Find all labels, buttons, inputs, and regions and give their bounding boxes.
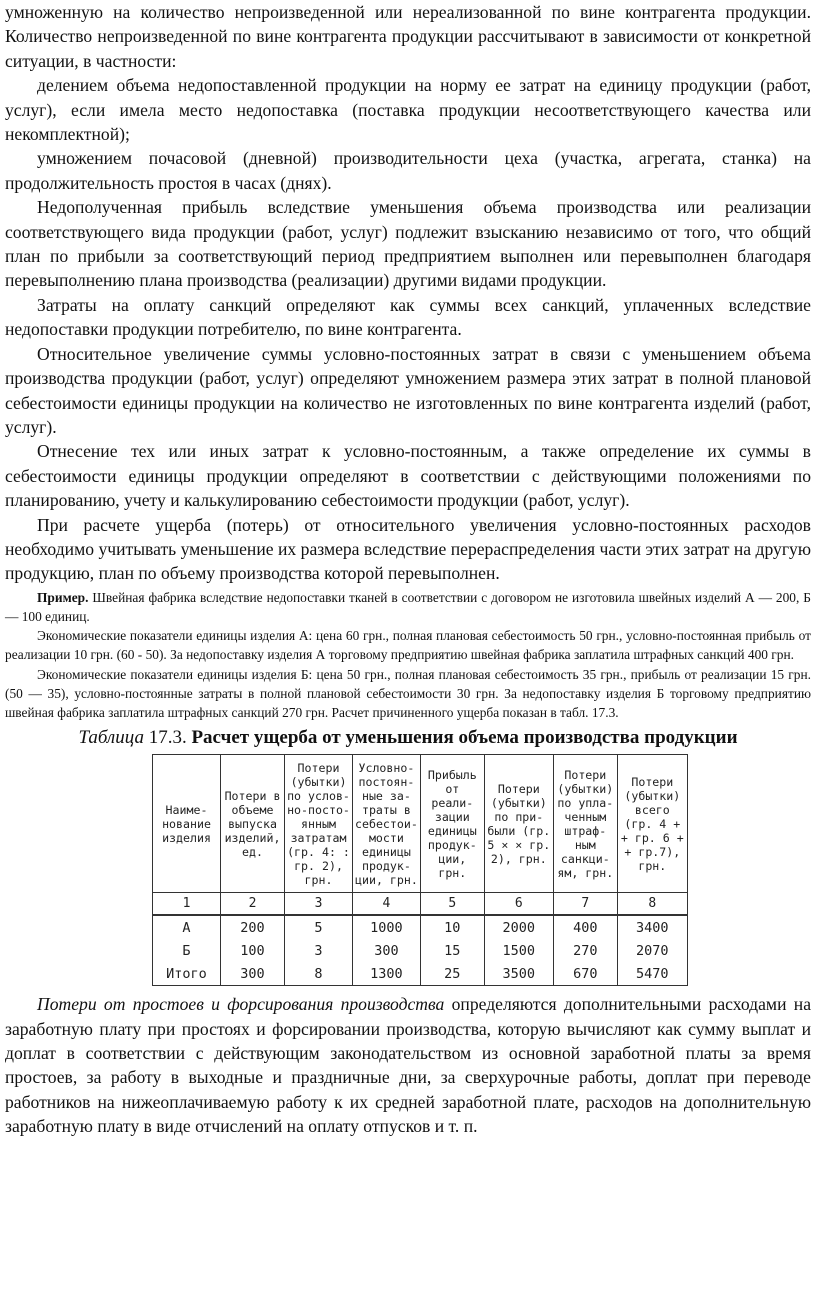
- example-product-a: Экономические показатели единицы изделия А: цена 60 грн., полная плановая себестоимость 50 грн., условно-постоянная прибыль от реализации 10 грн. (60 - 50). За недопоставку изделия А торговому предприятию швейная фабрика заплатила штрафных санкций 400 грн.: [5, 628, 811, 663]
- table-cell: 3500: [484, 962, 553, 986]
- table-cell: 300: [221, 962, 285, 986]
- table-row: [153, 939, 688, 962]
- table-cell: 300: [353, 939, 421, 962]
- table-cell: 100: [221, 939, 285, 962]
- column-number: 7: [553, 893, 617, 916]
- table-cell: 270: [553, 939, 617, 962]
- header-cell: Наиме-нование изделия: [153, 755, 221, 893]
- column-number: 3: [285, 893, 353, 916]
- table-cell: 10: [420, 915, 484, 939]
- column-number: 4: [353, 893, 421, 916]
- caption-title: Расчет ущерба от уменьшения объема производства продукции: [186, 727, 738, 749]
- caption-word: Таблица: [78, 727, 144, 749]
- table-cell: 400: [553, 915, 617, 939]
- table-cell: А: [153, 915, 221, 939]
- table-cell: 25: [420, 962, 484, 986]
- example-label: Пример.: [37, 589, 89, 605]
- example-product-b: Экономические показатели единицы изделия Б: цена 50 грн., полная плановая себестоимость 35 грн., прибыль от реализации 15 грн. (50 — 35), условно-постоянные затраты в полной плановой себестоимости 30 грн. За недопоставку изделия Б торговому предприятию швейная фабрика заплатила штрафных санкций 270 грн. Расчет причиненного ущерба показан в табл. 17.3.: [5, 666, 811, 720]
- table-cell: Итого: [153, 962, 221, 986]
- table-row-total: [153, 962, 688, 986]
- header-cell: Потери (убытки) по при-были (гр. 5 × × гр. 2), грн.: [484, 755, 553, 893]
- table-cell: 3400: [617, 915, 687, 939]
- header-cell: Потери в объеме выпуска изделий, ед.: [221, 755, 285, 893]
- table-header-row: [153, 755, 688, 893]
- column-number: 6: [484, 893, 553, 916]
- downtime-text: определяются дополнительными расходами на заработную плату при простоях и форсировании производства, которую вычисляют как сумму выплат и доплат в соответствии с действующим законодательством из основной заработной платы за время простоев, за работу в выходные и праздничные дни, за сверхурочные работы, доплат при переводе работников на нижеоплачиваемую работу к их средней заработной плате, расходов на дополнительную заработную плату в виде отчислений на оплату отпусков и т. п.: [5, 994, 812, 1137]
- table-cell: 1300: [353, 962, 421, 986]
- table-cell: 3: [285, 939, 353, 962]
- table-caption: [5, 725, 811, 750]
- column-number: 8: [617, 893, 687, 916]
- table-cell: 2070: [617, 939, 687, 962]
- table-cell: 5470: [617, 962, 687, 986]
- example-text: Швейная фабрика вследствие недопоставки тканей в соответствии с договором не изготовила швейных изделий А — 200, Б — 100 единиц.: [5, 589, 811, 624]
- header-cell: Потери (убытки) по услов-но-посто-янным затратам (гр. 4: : гр. 2), грн.: [285, 755, 353, 893]
- table-column-numbers-row: [153, 893, 688, 916]
- header-cell: Прибыль от реали-зации единицы продук-ции, грн.: [420, 755, 484, 893]
- table-cell: 200: [221, 915, 285, 939]
- paragraph-sanctions: Затраты на оплату санкций определяют как суммы всех санкций, уплаченных вследствие недопоставки продукции потребителю, по вине контрагента.: [5, 294, 811, 340]
- paragraph-damage-calculation: При расчете ущерба (потерь) от относительного увеличения условно-постоянных расходов необходимо учитывать уменьшение их размера вследствие перераспределения части этих затрат на другую продукцию, план по объему производства которой перевыполнен.: [5, 514, 811, 584]
- paragraph-continuation: умноженную на количество непроизведенной или нереализованной по вине контрагента продукции. Количество непроизведенной по вине контрагента продукции рассчитывают в зависимости от конкретной ситуации, в частности:: [5, 2, 811, 71]
- column-number: 2: [221, 893, 285, 916]
- table-cell: 8: [285, 962, 353, 986]
- table-cell: 2000: [484, 915, 553, 939]
- column-number: 5: [420, 893, 484, 916]
- downtime-term: Потери от простоев и форсирования производства: [37, 994, 445, 1015]
- paragraph-lost-profit: Недополученная прибыль вследствие уменьшения объема производства или реализации соответствующего вида продукции (работ, услуг) подлежит взысканию независимо от того, что общий план по прибыли за соответствующий период предприятием выполнен или перевыполнен благодаря перевыполнению плана производства (реализации) другими видами продукции.: [5, 197, 811, 291]
- table-cell: 1000: [353, 915, 421, 939]
- header-cell: Потери (убытки) по упла-ченным штраф-ным санкци-ям, грн.: [553, 755, 617, 893]
- paragraph-division: делением объема недопоставленной продукции на норму ее затрат на единицу продукции (работ, услуг), если имела место недопоставка (поставка продукции несоответствующего качества или некомплектной);: [5, 75, 811, 145]
- column-number: 1: [153, 893, 221, 916]
- paragraph-multiplication: умножением почасовой (дневной) производительности цеха (участка, агрегата, станка) на продолжительность простоя в часах (днях).: [5, 148, 811, 193]
- table-cell: 1500: [484, 939, 553, 962]
- example-intro: [5, 588, 811, 626]
- header-cell: Условно-постоян-ные за-траты в себестои-мости единицы продук-ции, грн.: [353, 755, 421, 893]
- table-cell: 15: [420, 939, 484, 962]
- table-cell: 670: [553, 962, 617, 986]
- table-cell: Б: [153, 939, 221, 962]
- paragraph-classification: Отнесение тех или иных затрат к условно-постоянным, а также определение их суммы в себестоимости единицы продукции определяют в соответствии с действующими положениями по планированию, учету и калькулированию себестоимости продукции (работ, услуг).: [5, 441, 811, 511]
- document-page: [5, 0, 811, 1139]
- loss-table: [152, 754, 688, 986]
- caption-number: 17.3.: [143, 727, 187, 749]
- table-row: [153, 915, 688, 939]
- header-cell: Потери (убытки) всего (гр. 4 + + гр. 6 + + гр.7), грн.: [617, 755, 687, 893]
- paragraph-fixed-costs: Относительное увеличение суммы условно-постоянных затрат в связи с уменьшением объема производства продукции (работ, услуг) определяют умножением размера этих затрат в полной плановой себестоимости единицы продукции на количество не изготовленных по вине контрагента изделий (работ, услуг).: [5, 343, 811, 437]
- table-cell: 5: [285, 915, 353, 939]
- paragraph-downtime-losses: [5, 992, 811, 1138]
